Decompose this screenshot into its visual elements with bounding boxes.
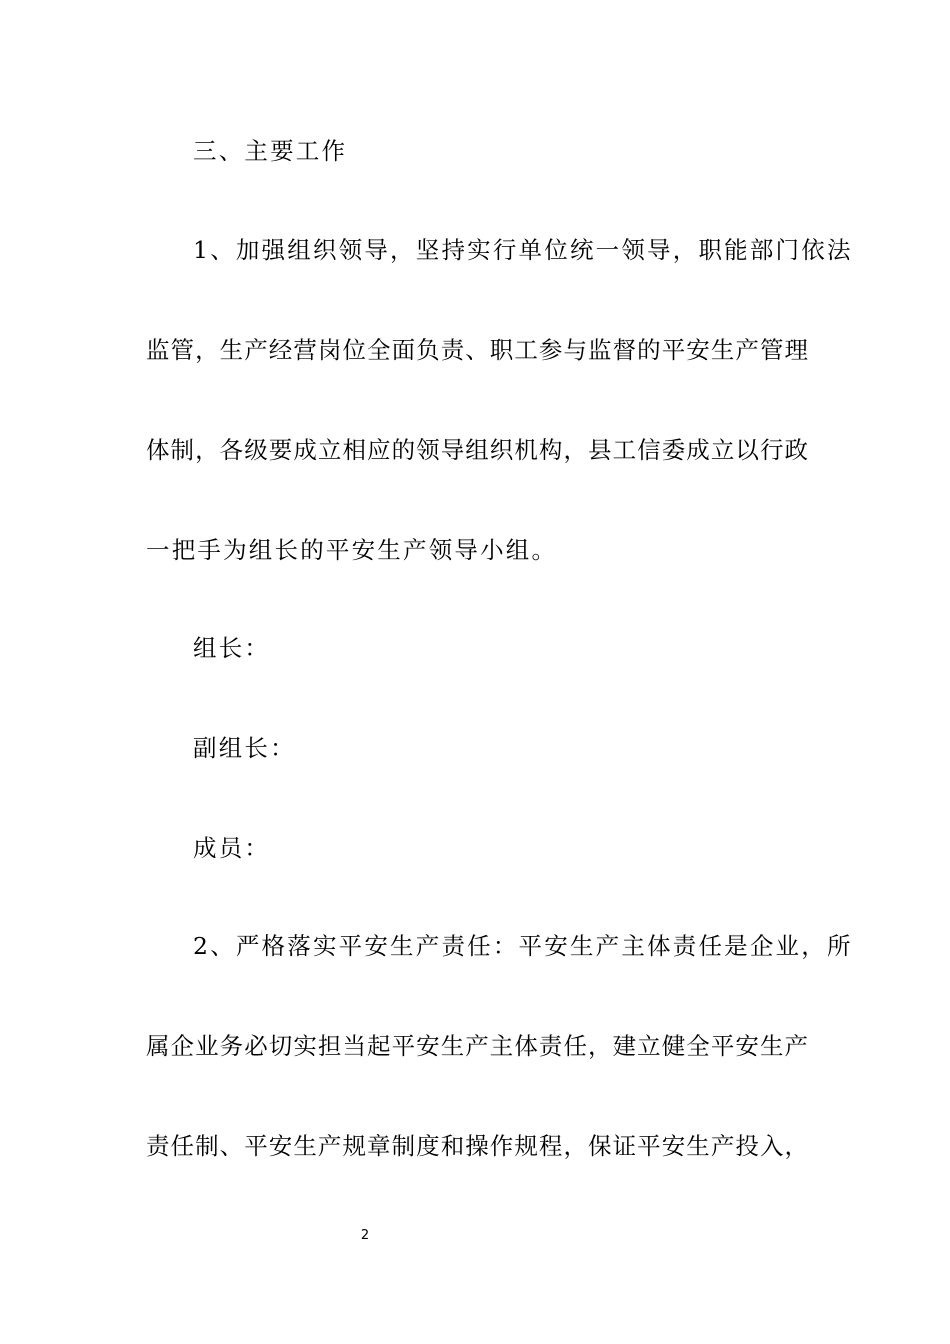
deputy-leader-label: 副组长： xyxy=(193,734,296,762)
page-number: 2 xyxy=(360,1228,370,1243)
paragraph-2-line-2: 属企业务必切实担当起平安生产主体责任，建立健全平安生产 xyxy=(146,1032,808,1060)
paragraph-2-line-3: 责任制、平安生产规章制度和操作规程，保证平安生产投入， xyxy=(146,1132,808,1160)
members-label: 成员： xyxy=(193,834,271,862)
paragraph-1-line-1: 1、加强组织领导，坚持实行单位统一领导，职能部门依法 xyxy=(193,236,853,264)
leader-label: 组长： xyxy=(193,634,271,662)
paragraph-1-line-4: 一把手为组长的平安生产领导小组。 xyxy=(146,536,558,564)
paragraph-2-line-1: 2、严格落实平安生产责任：平安生产主体责任是企业，所 xyxy=(193,932,853,960)
paragraph-1-line-3: 体制，各级要成立相应的领导组织机构，县工信委成立以行政 xyxy=(146,436,808,464)
paragraph-1-line-2: 监管，生产经营岗位全面负责、职工参与监督的平安生产管理 xyxy=(146,336,808,364)
section-heading: 三、主要工作 xyxy=(193,137,348,165)
